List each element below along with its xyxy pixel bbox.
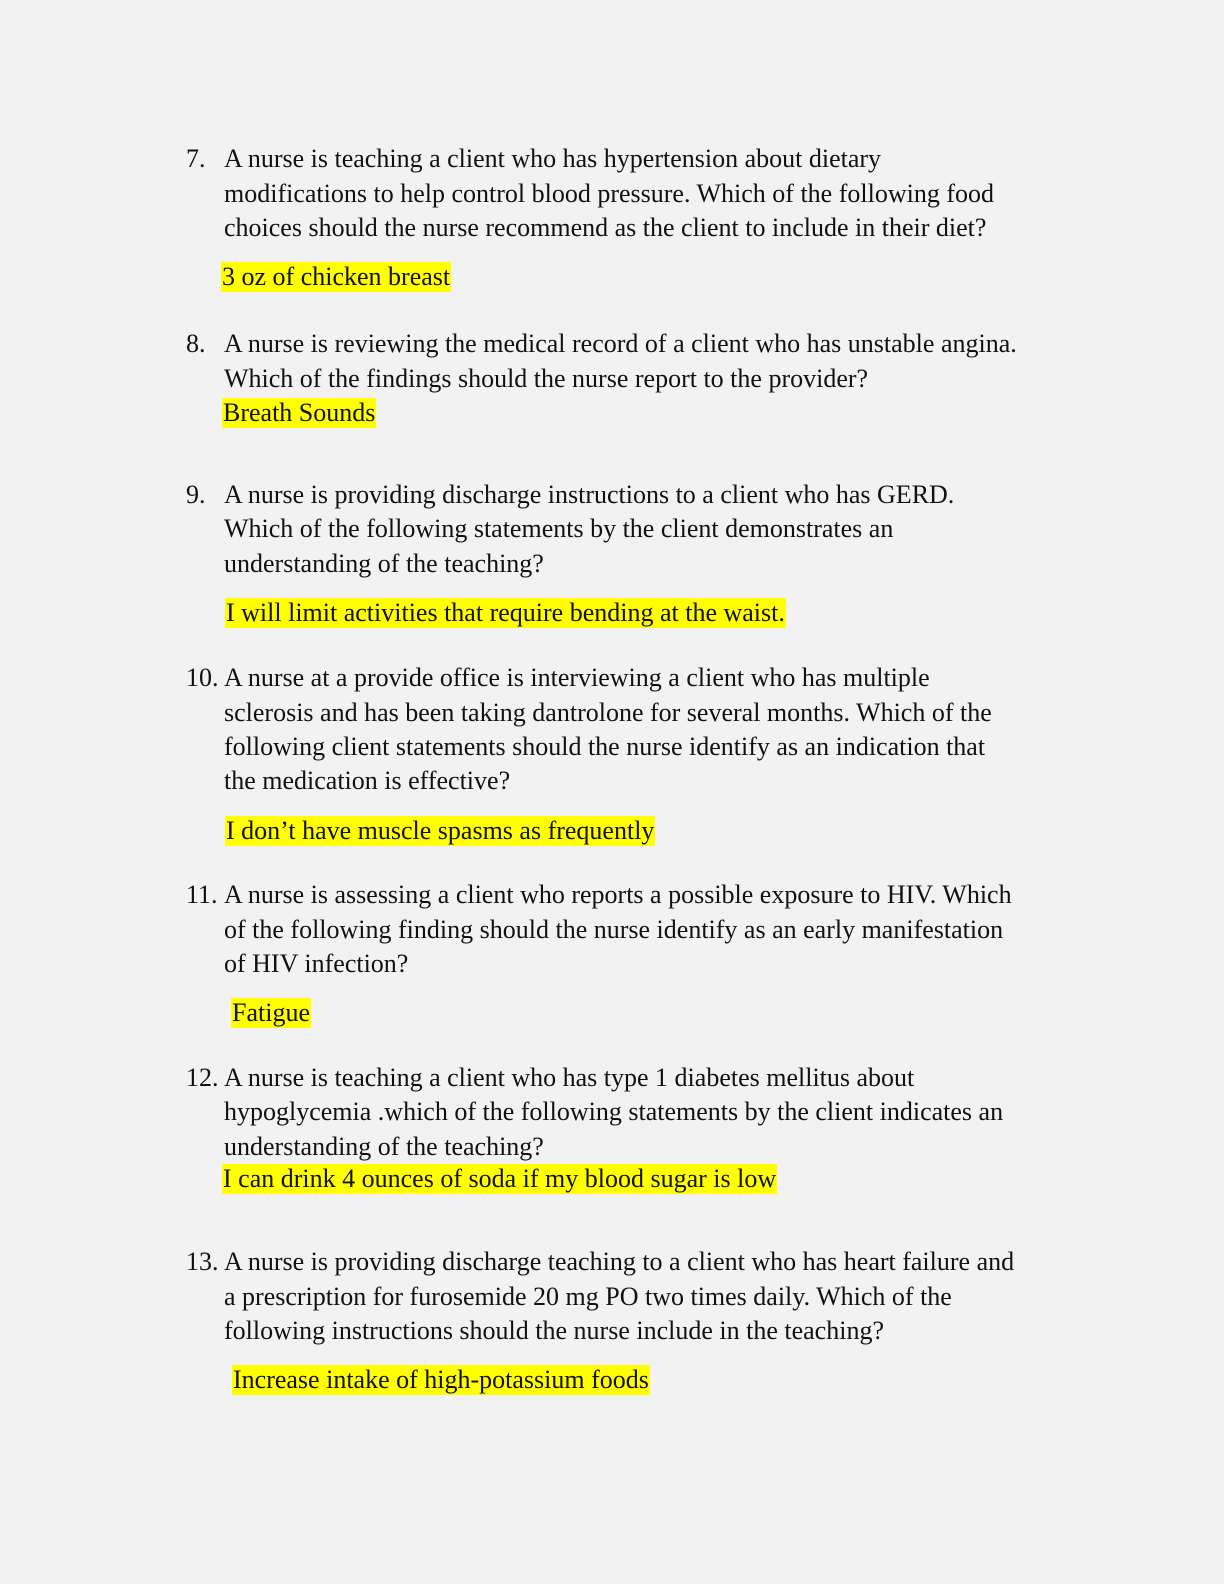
question-text-line: A nurse is teaching a client who has type 1 diabetes mellitus about [224, 1063, 915, 1092]
question-text-line: A nurse is reviewing the medical record of a client who has unstable angina. [224, 329, 1017, 358]
question-text-line: the medication is effective? [224, 766, 511, 795]
question-number: 13. [186, 1247, 219, 1276]
question-text-line: Which of the findings should the nurse report to the provider? [224, 364, 869, 393]
question-text-line: of HIV infection? [224, 949, 409, 978]
question-text-line: following instructions should the nurse include in the teaching? [224, 1316, 884, 1345]
question-number: 12. [186, 1063, 219, 1092]
question-number: 7. [186, 144, 206, 173]
question-number: 10. [186, 663, 219, 692]
highlighted-answer: Increase intake of high-potassium foods [233, 1365, 649, 1394]
question-text-line: modifications to help control blood pressure. Which of the following food [224, 179, 994, 208]
highlighted-answer: I don’t have muscle spasms as frequently [226, 816, 655, 845]
question-text-line: A nurse is providing discharge instructions to a client who has GERD. [224, 480, 955, 509]
question-number: 8. [186, 329, 206, 358]
highlighted-answer: Fatigue [232, 998, 310, 1027]
question-text-line: sclerosis and has been taking dantrolone for several months. Which of the [224, 698, 992, 727]
question-text-line: a prescription for furosemide 20 mg PO two times daily. Which of the [224, 1282, 952, 1311]
question-text-line: following client statements should the nurse identify as an indication that [224, 732, 986, 761]
question-text-line: choices should the nurse recommend as the client to include in their diet? [224, 213, 987, 242]
question-text-line: A nurse is teaching a client who has hypertension about dietary [224, 144, 882, 173]
question-number: 11. [186, 880, 218, 909]
question-text-line: understanding of the teaching? [224, 1132, 544, 1161]
highlighted-answer: I can drink 4 ounces of soda if my blood sugar is low [223, 1164, 777, 1193]
question-text-line: of the following finding should the nurse identify as an early manifestation [224, 915, 1004, 944]
question-number: 9. [186, 480, 206, 509]
question-text-line: hypoglycemia .which of the following statements by the client indicates an [224, 1097, 1004, 1126]
highlighted-answer: I will limit activities that require bending at the waist. [226, 598, 785, 627]
question-text-line: A nurse is assessing a client who reports a possible exposure to HIV. Which [224, 880, 1012, 909]
question-text-line: understanding of the teaching? [224, 549, 544, 578]
question-text-line: A nurse is providing discharge teaching to a client who has heart failure and [224, 1247, 1015, 1276]
highlighted-answer: Breath Sounds [223, 398, 376, 427]
highlighted-answer: 3 oz of chicken breast [222, 262, 451, 291]
question-text-line: A nurse at a provide office is interviewing a client who has multiple [224, 663, 930, 692]
question-text-line: Which of the following statements by the client demonstrates an [224, 514, 894, 543]
